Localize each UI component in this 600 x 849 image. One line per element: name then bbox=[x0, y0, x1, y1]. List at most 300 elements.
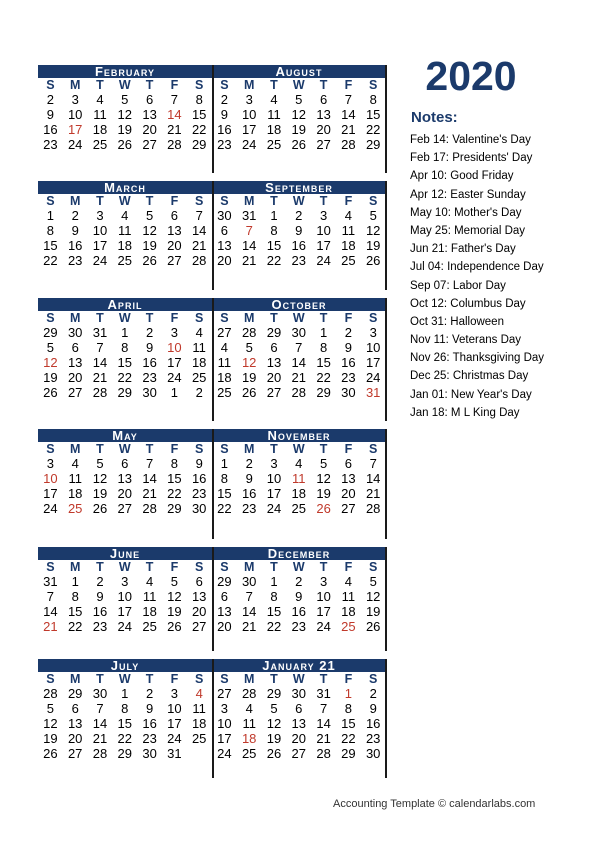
day-cell: 29 bbox=[217, 574, 232, 589]
day-cell: 16 bbox=[67, 238, 83, 253]
day-cell: 19 bbox=[241, 370, 257, 385]
week-row bbox=[38, 686, 212, 701]
week-row bbox=[38, 370, 212, 385]
month-august bbox=[212, 65, 386, 152]
day-cell: 20 bbox=[167, 238, 182, 253]
day-cell: 11 bbox=[242, 716, 256, 731]
weekday-label: M bbox=[69, 442, 81, 456]
weekday-label: F bbox=[170, 311, 179, 325]
month-header: March bbox=[38, 181, 212, 194]
day-cell: 8 bbox=[369, 92, 377, 107]
weekday-label: T bbox=[270, 194, 278, 208]
day-cell: 29 bbox=[117, 746, 133, 761]
weekday-label: T bbox=[96, 672, 104, 686]
weekday-header-row bbox=[38, 442, 212, 456]
week-row bbox=[212, 574, 386, 589]
day-cell: 22 bbox=[266, 253, 282, 268]
weekday-label: M bbox=[243, 560, 255, 574]
day-cell: 12 bbox=[365, 589, 381, 604]
day-cell: 6 bbox=[71, 701, 79, 716]
day-cell: 11 bbox=[341, 223, 356, 238]
day-cell: 8 bbox=[121, 340, 129, 355]
week-row bbox=[212, 619, 386, 634]
day-cell: 26 bbox=[117, 137, 133, 152]
day-cell: 18 bbox=[291, 486, 307, 501]
day-cell: 23 bbox=[142, 731, 157, 746]
day-cell: 7 bbox=[96, 340, 104, 355]
day-cell: 7 bbox=[195, 208, 203, 223]
day-cell: 5 bbox=[170, 574, 178, 589]
day-cell: 16 bbox=[241, 486, 257, 501]
day-cell: 3 bbox=[319, 208, 328, 223]
day-cell: 25 bbox=[191, 370, 207, 385]
day-cell: 14 bbox=[167, 107, 182, 122]
day-cell: 27 bbox=[217, 325, 232, 340]
week-row bbox=[38, 619, 212, 634]
day-cell: 31 bbox=[43, 574, 58, 589]
day-cell: 17 bbox=[241, 122, 257, 137]
day-cell: 20 bbox=[291, 731, 307, 746]
week-row bbox=[38, 486, 212, 501]
day-cell: 10 bbox=[43, 471, 58, 486]
week-row bbox=[212, 137, 386, 152]
day-cell: 26 bbox=[43, 746, 58, 761]
weekday-label: W bbox=[118, 194, 131, 208]
day-cell: 25 bbox=[266, 137, 282, 152]
day-cell: 1 bbox=[319, 325, 328, 340]
day-cell: 26 bbox=[266, 746, 282, 761]
day-cell: 24 bbox=[167, 370, 182, 385]
week-row bbox=[212, 92, 386, 107]
day-cell: 5 bbox=[46, 701, 55, 716]
weekday-label: S bbox=[46, 78, 55, 92]
day-cell: 4 bbox=[195, 686, 203, 701]
week-row bbox=[212, 370, 386, 385]
day-cell: 15 bbox=[217, 486, 232, 501]
week-row bbox=[212, 471, 386, 486]
day-cell: 29 bbox=[316, 385, 331, 400]
weekday-label: M bbox=[69, 672, 81, 686]
weekday-label: T bbox=[319, 672, 328, 686]
weekday-header-row bbox=[38, 560, 212, 574]
day-cell: 15 bbox=[67, 604, 83, 619]
day-cell: 28 bbox=[167, 137, 182, 152]
day-cell: 22 bbox=[341, 731, 356, 746]
day-cell: 1 bbox=[46, 208, 55, 223]
month-header: October bbox=[212, 298, 386, 311]
weekday-label: T bbox=[319, 442, 328, 456]
day-cell: 2 bbox=[295, 208, 303, 223]
day-cell: 22 bbox=[266, 619, 282, 634]
weekday-label: F bbox=[344, 672, 353, 686]
week-row bbox=[38, 604, 212, 619]
weekday-label: T bbox=[145, 672, 154, 686]
right-divider bbox=[385, 298, 387, 421]
day-cell: 5 bbox=[121, 92, 129, 107]
day-cell: 8 bbox=[319, 340, 328, 355]
weekday-label: W bbox=[292, 311, 305, 325]
day-cell: 1 bbox=[270, 208, 278, 223]
day-cell: 12 bbox=[92, 471, 108, 486]
day-cell: 6 bbox=[319, 92, 328, 107]
day-cell: 11 bbox=[217, 355, 232, 370]
day-cell: 27 bbox=[316, 137, 331, 152]
day-cell: 27 bbox=[341, 501, 356, 516]
day-cell: 9 bbox=[195, 456, 203, 471]
day-cell: 29 bbox=[167, 501, 182, 516]
day-cell: 25 bbox=[291, 501, 307, 516]
day-cell: 30 bbox=[92, 686, 108, 701]
week-row bbox=[38, 340, 212, 355]
week-row bbox=[38, 238, 212, 253]
day-cell: 8 bbox=[270, 589, 278, 604]
week-row bbox=[38, 456, 212, 471]
day-cell: 19 bbox=[142, 238, 157, 253]
day-cell: 12 bbox=[365, 223, 381, 238]
day-cell: 27 bbox=[217, 686, 232, 701]
weekday-label: T bbox=[96, 311, 104, 325]
day-cell: 21 bbox=[92, 370, 108, 385]
day-cell: 9 bbox=[295, 589, 303, 604]
day-cell: 9 bbox=[145, 701, 154, 716]
day-cell: 20 bbox=[316, 122, 331, 137]
day-cell: 19 bbox=[43, 731, 58, 746]
week-row bbox=[38, 325, 212, 340]
day-cell: 11 bbox=[68, 471, 82, 486]
day-cell: 15 bbox=[316, 355, 331, 370]
day-cell: 20 bbox=[191, 604, 207, 619]
day-cell: 23 bbox=[43, 137, 58, 152]
column-divider bbox=[212, 659, 214, 778]
weekday-label: S bbox=[195, 442, 204, 456]
week-row bbox=[38, 385, 212, 400]
note-item: Dec 25: Christmas Day bbox=[410, 370, 529, 383]
day-cell: 11 bbox=[118, 223, 132, 238]
month-april bbox=[38, 298, 212, 400]
day-cell: 19 bbox=[266, 731, 282, 746]
weekday-label: T bbox=[96, 194, 104, 208]
day-cell: 5 bbox=[369, 574, 377, 589]
day-cell: 30 bbox=[142, 746, 157, 761]
right-divider bbox=[385, 547, 387, 651]
weekday-label: M bbox=[243, 311, 255, 325]
day-cell: 13 bbox=[266, 355, 282, 370]
day-cell: 16 bbox=[142, 716, 157, 731]
day-cell: 7 bbox=[245, 589, 253, 604]
weekday-label: F bbox=[344, 442, 353, 456]
day-cell: 1 bbox=[121, 325, 129, 340]
day-cell: 12 bbox=[43, 355, 58, 370]
day-cell: 25 bbox=[217, 385, 232, 400]
day-cell: 31 bbox=[316, 686, 331, 701]
day-cell: 4 bbox=[344, 574, 352, 589]
week-row bbox=[212, 208, 386, 223]
right-divider bbox=[385, 659, 387, 778]
day-cell: 20 bbox=[67, 370, 83, 385]
day-cell: 16 bbox=[92, 604, 108, 619]
weekday-label: S bbox=[46, 560, 55, 574]
day-cell: 28 bbox=[92, 385, 108, 400]
day-cell: 25 bbox=[117, 253, 133, 268]
day-cell: 7 bbox=[295, 340, 303, 355]
day-cell: 4 bbox=[270, 92, 278, 107]
day-cell: 24 bbox=[266, 501, 282, 516]
day-cell: 7 bbox=[344, 92, 352, 107]
day-cell: 18 bbox=[241, 731, 257, 746]
day-cell: 8 bbox=[195, 92, 203, 107]
weekday-label: S bbox=[369, 560, 378, 574]
month-september bbox=[212, 181, 386, 268]
day-cell: 8 bbox=[71, 589, 79, 604]
day-cell: 3 bbox=[270, 456, 278, 471]
month-june bbox=[38, 547, 212, 634]
week-row bbox=[38, 355, 212, 370]
weekday-label: S bbox=[46, 194, 55, 208]
day-cell: 18 bbox=[191, 716, 207, 731]
weekday-label: S bbox=[369, 311, 378, 325]
month-july bbox=[38, 659, 212, 761]
weekday-label: T bbox=[145, 560, 154, 574]
weekday-label: T bbox=[96, 560, 104, 574]
day-cell: 21 bbox=[191, 238, 207, 253]
note-item: May 25: Memorial Day bbox=[410, 224, 526, 237]
day-cell: 17 bbox=[217, 731, 232, 746]
day-cell: 28 bbox=[291, 385, 307, 400]
weekday-label: T bbox=[270, 672, 278, 686]
day-cell: 10 bbox=[266, 471, 282, 486]
day-cell: 17 bbox=[365, 355, 381, 370]
day-cell: 29 bbox=[266, 686, 282, 701]
day-cell: 11 bbox=[292, 471, 306, 486]
weekday-label: F bbox=[170, 442, 179, 456]
day-cell: 30 bbox=[191, 501, 207, 516]
column-divider bbox=[212, 181, 214, 290]
day-cell: 12 bbox=[241, 355, 257, 370]
weekday-label: S bbox=[195, 78, 204, 92]
weekday-label: S bbox=[220, 560, 229, 574]
day-cell: 15 bbox=[117, 355, 133, 370]
day-cell: 24 bbox=[67, 137, 83, 152]
weekday-label: M bbox=[69, 560, 81, 574]
month-header: February bbox=[38, 65, 212, 78]
day-cell: 8 bbox=[344, 701, 352, 716]
day-cell: 28 bbox=[43, 686, 58, 701]
day-cell: 18 bbox=[341, 604, 356, 619]
day-cell: 16 bbox=[142, 355, 157, 370]
day-cell: 13 bbox=[67, 716, 83, 731]
week-row bbox=[38, 122, 212, 137]
weekday-header-row bbox=[212, 560, 386, 574]
day-cell: 31 bbox=[92, 325, 108, 340]
weekday-label: T bbox=[145, 442, 154, 456]
day-cell: 25 bbox=[92, 137, 108, 152]
day-cell: 14 bbox=[191, 223, 207, 238]
day-cell: 11 bbox=[192, 701, 206, 716]
weekday-label: M bbox=[69, 311, 81, 325]
day-cell: 12 bbox=[316, 471, 331, 486]
day-cell: 28 bbox=[142, 501, 157, 516]
week-row bbox=[38, 574, 212, 589]
day-cell: 26 bbox=[365, 253, 381, 268]
day-cell: 9 bbox=[145, 340, 154, 355]
weekday-label: M bbox=[69, 194, 81, 208]
day-cell: 5 bbox=[245, 340, 253, 355]
week-row bbox=[38, 208, 212, 223]
day-cell: 27 bbox=[191, 619, 207, 634]
weekday-label: F bbox=[170, 560, 179, 574]
day-cell: 13 bbox=[167, 223, 182, 238]
day-cell: 24 bbox=[365, 370, 381, 385]
day-cell: 17 bbox=[92, 238, 108, 253]
day-cell: 4 bbox=[344, 208, 352, 223]
day-cell: 27 bbox=[67, 746, 83, 761]
week-row bbox=[212, 716, 386, 731]
weekday-header-row bbox=[212, 672, 386, 686]
day-cell: 20 bbox=[341, 486, 356, 501]
week-row bbox=[38, 137, 212, 152]
day-cell: 14 bbox=[241, 238, 257, 253]
day-cell: 14 bbox=[43, 604, 58, 619]
week-row bbox=[212, 355, 386, 370]
day-cell: 24 bbox=[43, 501, 58, 516]
day-cell: 10 bbox=[67, 107, 83, 122]
day-cell: 23 bbox=[191, 486, 207, 501]
day-cell: 9 bbox=[245, 471, 253, 486]
day-cell: 27 bbox=[167, 253, 182, 268]
day-cell: 16 bbox=[191, 471, 207, 486]
day-cell: 1 bbox=[270, 574, 278, 589]
day-cell: 12 bbox=[117, 107, 133, 122]
day-cell: 17 bbox=[67, 122, 83, 137]
day-cell: 30 bbox=[67, 325, 83, 340]
day-cell: 30 bbox=[291, 686, 307, 701]
day-cell: 12 bbox=[43, 716, 58, 731]
day-cell: 6 bbox=[220, 223, 229, 238]
day-cell: 24 bbox=[316, 619, 331, 634]
weekday-label: F bbox=[344, 560, 353, 574]
day-cell: 25 bbox=[142, 619, 157, 634]
day-cell: 3 bbox=[369, 325, 377, 340]
weekday-label: W bbox=[118, 311, 131, 325]
weekday-label: S bbox=[195, 672, 204, 686]
day-cell: 29 bbox=[43, 325, 58, 340]
day-cell: 16 bbox=[291, 238, 307, 253]
day-cell: 21 bbox=[43, 619, 58, 634]
day-cell: 9 bbox=[369, 701, 377, 716]
day-cell: 26 bbox=[291, 137, 307, 152]
weekday-label: T bbox=[319, 194, 328, 208]
day-cell: 6 bbox=[295, 701, 303, 716]
day-cell: 22 bbox=[217, 501, 232, 516]
day-cell: 2 bbox=[96, 574, 104, 589]
day-cell: 7 bbox=[96, 701, 104, 716]
note-item: Jan 18: M L King Day bbox=[410, 406, 520, 419]
week-row bbox=[212, 746, 386, 761]
day-cell: 29 bbox=[266, 325, 282, 340]
day-cell: 14 bbox=[142, 471, 157, 486]
month-header: September bbox=[212, 181, 386, 194]
day-cell: 29 bbox=[341, 746, 356, 761]
day-cell: 15 bbox=[266, 604, 282, 619]
weekday-label: T bbox=[270, 560, 278, 574]
day-cell: 18 bbox=[142, 604, 157, 619]
day-cell: 29 bbox=[365, 137, 381, 152]
weekday-label: T bbox=[319, 311, 328, 325]
day-cell: 4 bbox=[245, 701, 253, 716]
day-cell: 7 bbox=[245, 223, 253, 238]
day-cell: 2 bbox=[145, 325, 154, 340]
day-cell: 2 bbox=[344, 325, 352, 340]
day-cell: 8 bbox=[121, 701, 129, 716]
week-row bbox=[212, 589, 386, 604]
day-cell: 3 bbox=[96, 208, 104, 223]
week-row bbox=[38, 589, 212, 604]
day-cell: 26 bbox=[43, 385, 58, 400]
day-cell: 11 bbox=[267, 107, 281, 122]
day-cell: 18 bbox=[341, 238, 356, 253]
weekday-label: F bbox=[170, 672, 179, 686]
weekday-header-row bbox=[212, 194, 386, 208]
weekday-label: W bbox=[118, 560, 131, 574]
day-cell: 31 bbox=[365, 385, 381, 400]
day-cell: 10 bbox=[217, 716, 232, 731]
day-cell: 27 bbox=[67, 385, 83, 400]
day-cell: 12 bbox=[266, 716, 282, 731]
week-row bbox=[212, 731, 386, 746]
weekday-label: F bbox=[344, 194, 353, 208]
day-cell: 29 bbox=[191, 137, 207, 152]
weekday-label: S bbox=[220, 194, 229, 208]
day-cell: 26 bbox=[316, 501, 331, 516]
week-row bbox=[212, 501, 386, 516]
right-divider bbox=[385, 65, 387, 173]
weekday-label: W bbox=[292, 442, 305, 456]
day-cell: 17 bbox=[167, 716, 182, 731]
day-cell: 2 bbox=[195, 385, 203, 400]
month-header: June bbox=[38, 547, 212, 560]
day-cell: 12 bbox=[142, 223, 157, 238]
weekday-label: M bbox=[243, 672, 255, 686]
note-item: Feb 14: Valentine's Day bbox=[410, 134, 531, 146]
weekday-label: M bbox=[243, 442, 255, 456]
day-cell: 22 bbox=[67, 619, 83, 634]
weekday-label: W bbox=[292, 78, 305, 92]
day-cell: 7 bbox=[170, 92, 178, 107]
day-cell: 21 bbox=[167, 122, 182, 137]
day-cell: 29 bbox=[67, 686, 83, 701]
week-row bbox=[212, 223, 386, 238]
day-cell: 20 bbox=[117, 486, 133, 501]
day-cell bbox=[187, 746, 212, 761]
note-item: Jul 04: Independence Day bbox=[410, 261, 544, 274]
day-cell: 2 bbox=[71, 208, 79, 223]
day-cell: 13 bbox=[117, 471, 133, 486]
week-row bbox=[212, 486, 386, 501]
week-row bbox=[212, 385, 386, 400]
day-cell: 23 bbox=[365, 731, 381, 746]
weekday-label: W bbox=[292, 194, 305, 208]
weekday-label: M bbox=[69, 78, 81, 92]
day-cell: 27 bbox=[142, 137, 157, 152]
month-header: November bbox=[212, 429, 386, 442]
weekday-header-row bbox=[38, 672, 212, 686]
day-cell: 15 bbox=[341, 716, 356, 731]
weekday-label: S bbox=[220, 311, 229, 325]
weekday-label: F bbox=[170, 78, 179, 92]
day-cell: 4 bbox=[195, 325, 203, 340]
day-cell: 4 bbox=[220, 340, 229, 355]
weekday-label: W bbox=[118, 78, 131, 92]
